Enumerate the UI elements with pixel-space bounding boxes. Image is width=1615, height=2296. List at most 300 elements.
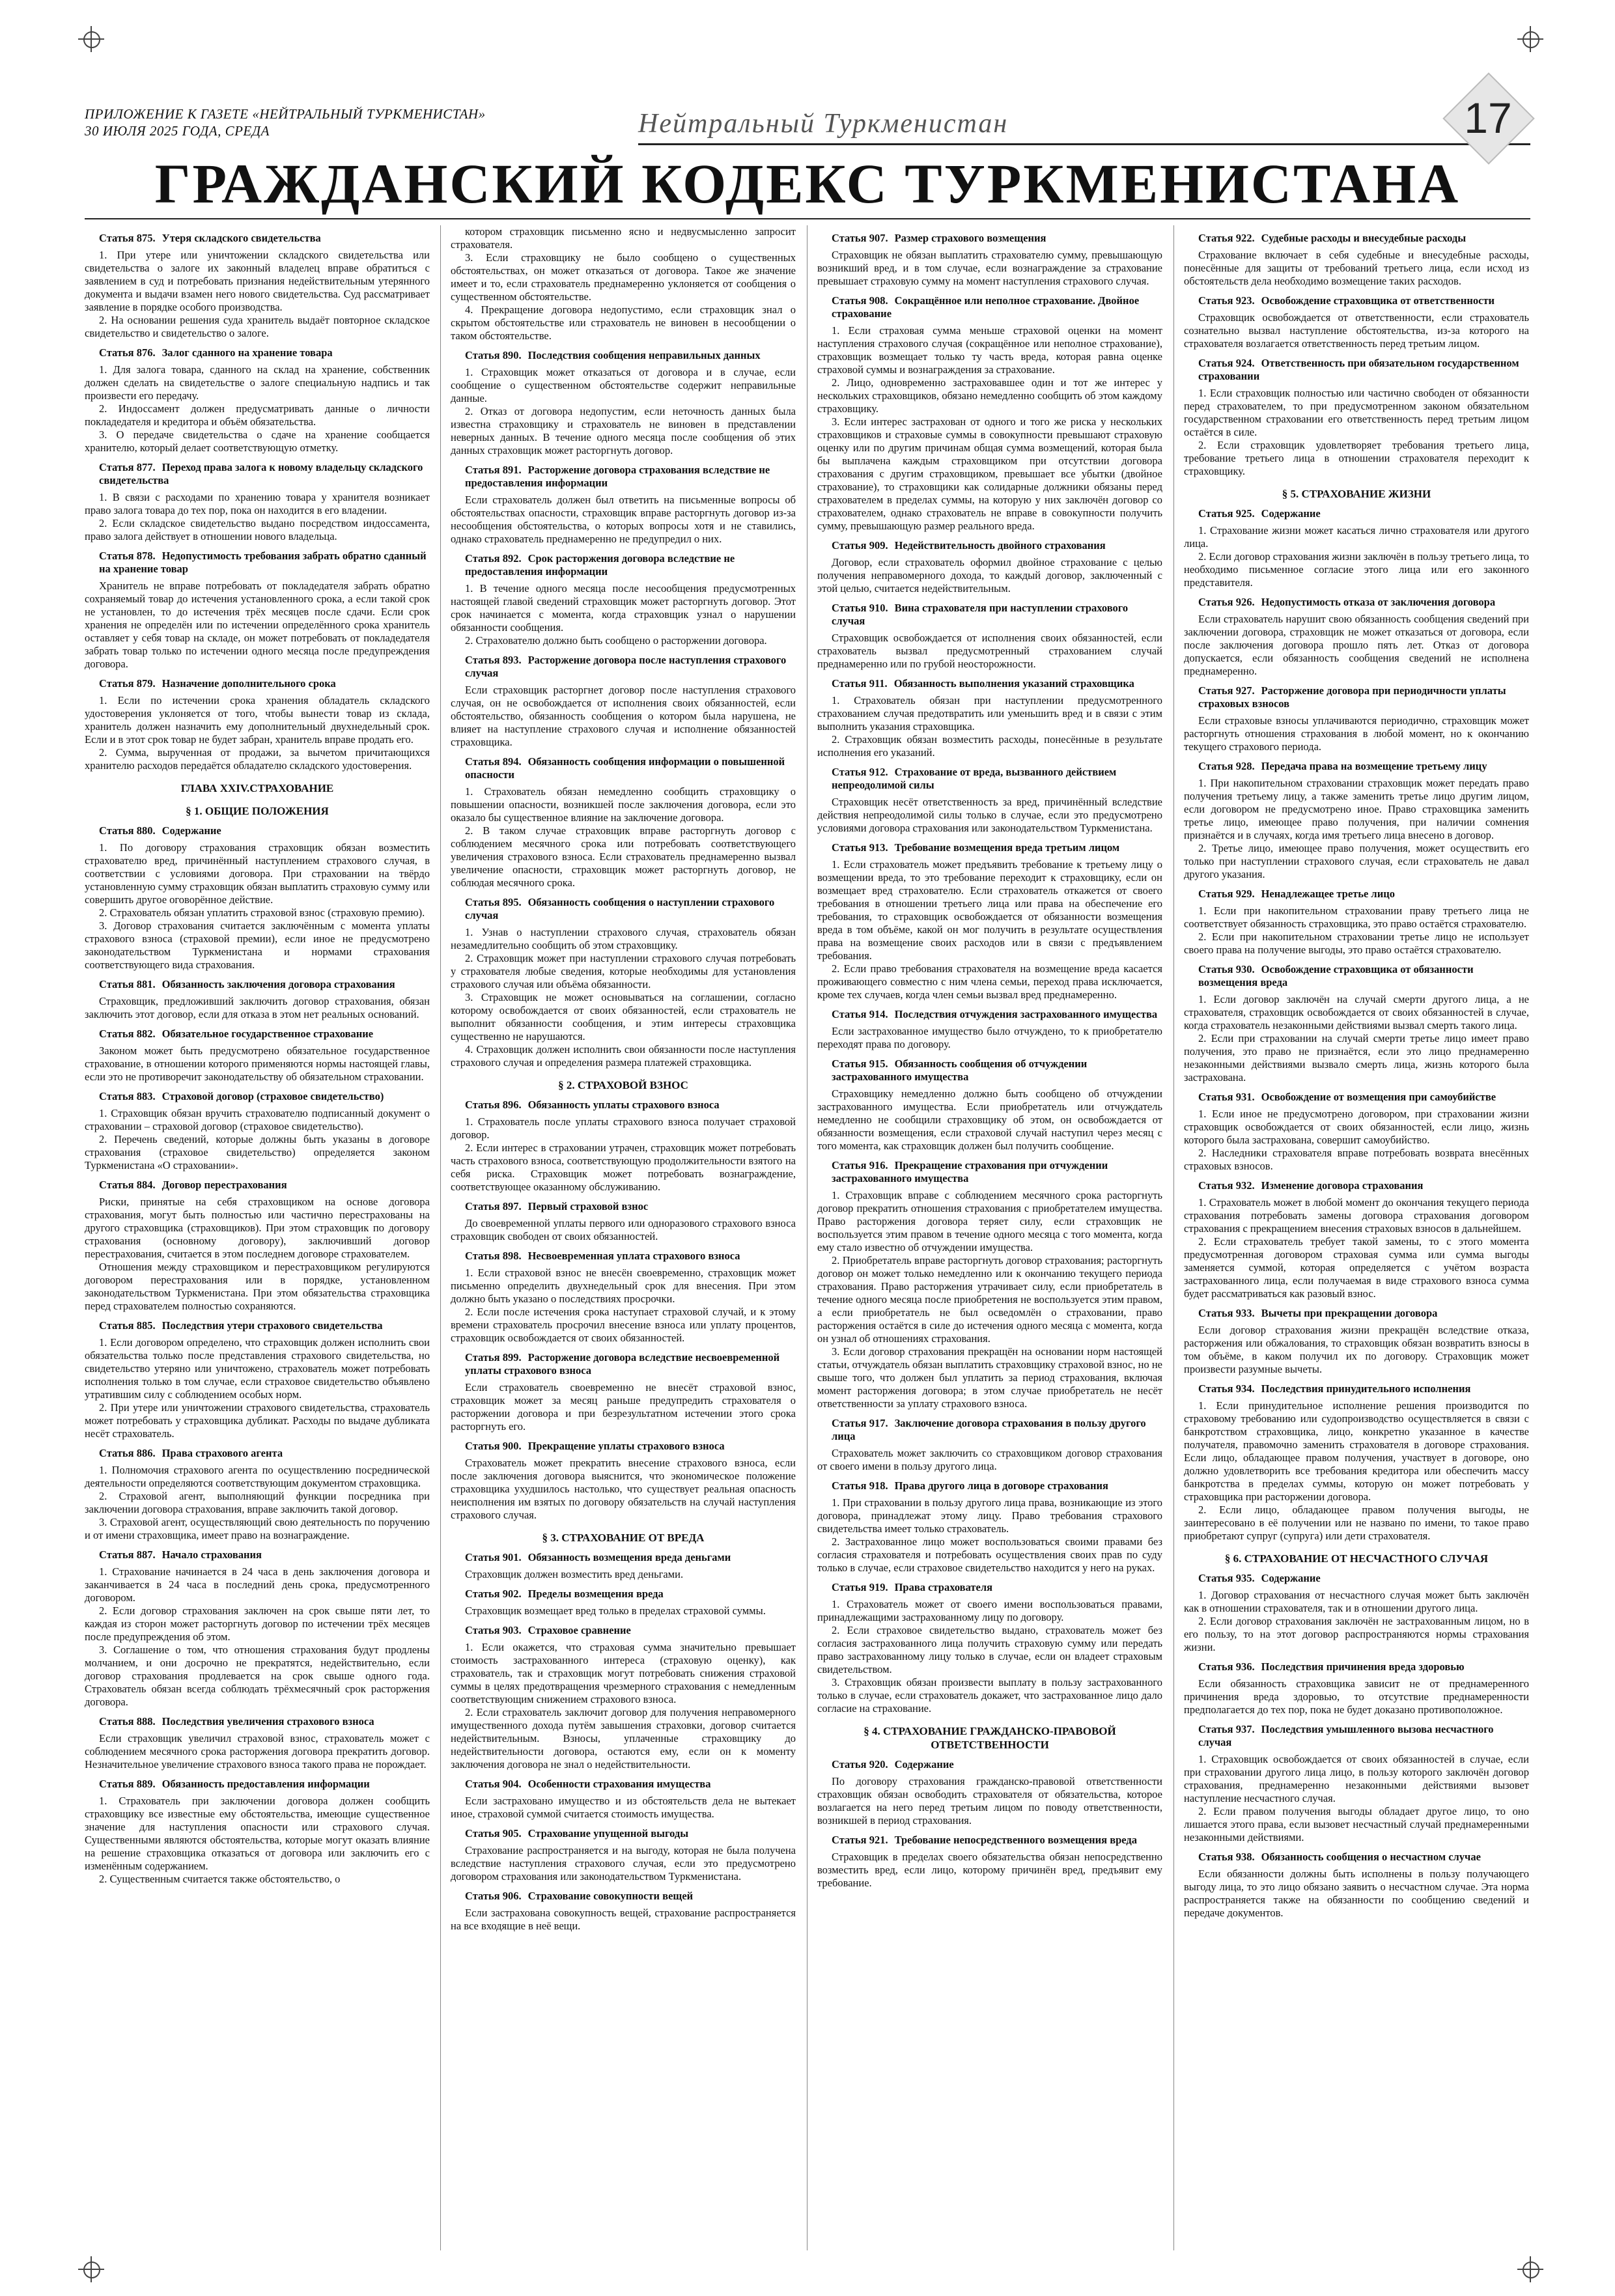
article-title: Начало страхования [162,1548,262,1561]
article-title: Обязанность возмещения вреда деньгами [527,1551,731,1563]
article-number: Статья 879. [99,677,156,690]
article-title: Прекращение страхования при отчуждении застрахованного имущества [832,1159,1108,1184]
article-title: Ответственность при обязательном государственном страховании [1198,357,1519,382]
paragraph: Страховщик несёт ответственность за вред, причинённый вследствие действия непреодолимой силы только в случае, если это предусмотрено условиями договора страхования или законодательством Туркменистана. [817,796,1162,834]
paragraph: 1. Если по истечении срока хранения обладатель складского удостоверения уклоняется от того, чтобы вынести товар из склада, хранитель должен назначить ему дополнительный двухнедельный срок. Если и в этот срок товар не будет забран, хранитель вправе продать его. [85,694,430,746]
paragraph: 3. Договор страхования считается заключённым с момента уплаты страхового взноса (страховой премии), если иное не предусмотрено законодательством Туркменистана и нормами страхования соответствующего вида страхования. [85,919,430,971]
paragraph: Отношения между страховщиком и перестраховщиком регулируются договором перестрахования или в порядке, установленном законодательством Туркменистана. При этом обязательства страховщика перед страхователем полностью сохраняются. [85,1261,430,1312]
paragraph: 2. Если при накопительном страховании третье лицо не использует своего права на получение выгоды, это право остаётся страхователю. [1184,931,1529,956]
article-title: Размер страхового возмещения [894,232,1046,244]
article-heading [1184,1660,1529,1673]
article-number: Статья 877. [99,461,156,473]
article-heading [85,1548,430,1561]
article-heading [817,539,1162,552]
paragraph: 1. Страховщик освобождается от своих обязанностей в случае, если при страховании другого лица лицо, в пользу которого заключён договор страхования, преднамеренно незаконными действиями вызовет наступление несчастного случая. [1184,1753,1529,1804]
article-title: Содержание [1261,1572,1321,1584]
article-number: Статья 906. [465,1890,522,1902]
supplement-info [85,105,486,139]
article-number: Статья 895. [465,896,522,908]
paragraph: Страховщик, предложивший заключить договор страхования, обязан заключить этот договор, если для отказа в этом нет реальных оснований. [85,995,430,1020]
article-heading [817,1834,1162,1847]
article-heading [451,1778,796,1791]
article-title: Освобождение страховщика от ответственности [1261,294,1495,307]
paragraph: Страхователь может заключить со страховщиком договор страхования от своего имени в пользу другого лица. [817,1447,1162,1472]
article-title: Страховое сравнение [527,1624,631,1636]
section-heading: § 4. СТРАХОВАНИЕ ГРАЖДАНСКО-ПРАВОВОЙ ОТВЕТСТВЕННОСТИ [864,1725,1116,1751]
paragraph: Если застрахована совокупность вещей, страхование распространяется на все входящие в неё вещи. [451,1907,796,1932]
article-title: Изменение договора страхования [1261,1179,1424,1192]
article-title: Обязанность сообщения информации о повышенной опасности [465,755,785,781]
article-number: Статья 886. [99,1447,156,1459]
paragraph: Если страхователь должен был ответить на письменные вопросы об обстоятельствах опасности, страховщик вправе расторгнуть договор из-за несообщения обстоятельства, о которых вопросы хотя и не ставились, однако страхователь преднамеренно не предупредил о них. [451,494,796,545]
paragraph: 1. При утере или уничтожении складского свидетельства или свидетельства о залоге их законный владелец вправе обратиться с заявлением в суд и потребовать признания недействительным утерянного документа и выдачи взамен него нового свидетельства. Суд рассматривает заявление в порядке особого производства. [85,249,430,313]
article-heading [1184,507,1529,520]
article-title: Несвоевременная уплата страхового взноса [527,1250,740,1262]
article-heading [1184,232,1529,245]
paragraph: 2. Если при страховании на случай смерти третье лицо имеет право получения, это право не признаётся, если это лицо преднамеренно незаконными действиями вызвало смерть лица, жизнь которого была застрахована. [1184,1032,1529,1084]
article-heading [451,1827,796,1840]
paragraph: 2. Если страховое свидетельство выдано, страхователь может без согласия застрахованного лица получить страховую сумму или передать право застрахованному лицу только в случае, если он владеет страховым свидетельством. [817,1624,1162,1675]
article-number: Статья 905. [465,1827,522,1840]
article-title: Требование возмещения вреда третьим лицом [894,841,1120,854]
article-heading [85,1319,430,1332]
paragraph: 3. Если страховщику не было сообщено о существенных обстоятельствах, он может отказаться от договора. Такое же значение имеет и то, если страхователь преднамеренно уклоняется от сообщения о существенном обстоятельстве. [451,251,796,303]
article-heading [85,1778,430,1791]
page-title: ГРАЖДАНСКИЙ КОДЕКС ТУРКМЕНИСТАНА [154,152,1461,215]
article-number: Статья 922. [1198,232,1255,244]
paragraph: Если страховые взносы уплачиваются периодично, страховщик может расторгнуть отношения страхования в любой момент, но к окончанию текущего страхового периода. [1184,714,1529,753]
article-title: Страхование совокупности вещей [527,1890,694,1902]
section-heading: § 5. СТРАХОВАНИЕ ЖИЗНИ [1282,488,1431,500]
paragraph: 1. В течение одного месяца после несообщения предусмотренных настоящей главой сведений страховщик может расторгнуть договор. Этот срок начинается с момента, когда страховщик узнал о нарушении обязанности сообщения. [451,582,796,634]
article-title: Первый страховой взнос [527,1200,649,1212]
article-number: Статья 927. [1198,684,1255,697]
article-title: Права другого лица в договоре страхования [894,1479,1108,1492]
article-number: Статья 899. [465,1351,522,1364]
article-number: Статья 888. [99,1715,156,1728]
paragraph: 1. Полномочия страхового агента по осуществлению посреднической деятельности определяются соответствующим документом страховщика. [85,1464,430,1489]
article-title: Содержание [894,1758,954,1771]
paragraph: 1. Страхователь при заключении договора должен сообщить страховщику все известные ему обстоятельства, имеющие существенное значение для наступления опасности или страхового случая. Существенными являются обстоятельства, которые могут оказать влияние на решение страховщика отказаться от договора или заключить его с изменённым содержанием. [85,1795,430,1872]
article-title: Обязанность сообщения о наступлении страхового случая [465,896,775,921]
article-number: Статья 898. [465,1250,522,1262]
article-title: Обязанность сообщения о несчастном случае [1261,1851,1481,1863]
article-title: Последствия отчуждения застрахованного имущества [894,1008,1158,1020]
paragraph: 1. Страховщик вправе с соблюдением месячного срока расторгнуть договор прекратить отношения страхования с приобретателем имущества. Право расторжения договора теряет силу, если страховщик не воспользуется этим правом в течение одного месяца с того момента, когда ему стало известно об отчуждении имущества. [817,1189,1162,1253]
article-number: Статья 918. [832,1479,888,1492]
paragraph: Если застрахованное имущество было отчуждено, то к приобретателю переходят права по договору. [817,1025,1162,1050]
paragraph: 2. В таком случае страховщик вправе расторгнуть договор с соблюдением месячного срока или потребовать соответствующего увеличения страхового взноса. Если страхователь преднамеренно вызвал увеличение опасности, страховщик может расторгнуть договор, не соблюдая месячного срока. [451,824,796,889]
article-number: Статья 907. [832,232,888,244]
paragraph: Законом может быть предусмотрено обязательное государственное страхование, в отношении которого применяются нормы настоящей главы, если это не противоречит законодательству об обязательном страховании. [85,1044,430,1083]
article-title: Залог сданного на хранение товара [162,346,333,359]
article-heading [85,1090,430,1103]
article-heading [817,1159,1162,1185]
article-title: Утеря складского свидетельства [162,232,321,244]
article-number: Статья 902. [465,1588,522,1600]
article-number: Статья 894. [465,755,522,768]
section-heading: § 2. СТРАХОВОЙ ВЗНОС [558,1079,688,1091]
article-heading [451,654,796,680]
paragraph: 1. Страхователь обязан при наступлении предусмотренного страхованием случая предотвратить или уменьшить вред и в связи с этим выполнить указания страховщика. [817,694,1162,733]
registration-mark [78,2256,104,2282]
article-number: Статья 893. [465,654,522,666]
paragraph: 1. Если принудительное исполнение решения производится по страховому требованию или судопроизводство осуществляется в связи с банкротством страховщика, лицо, конкретно указанное в качестве получателя, правомочно заменить страхователя в договоре страхования. Если лицо, обладающее правом получения, участвует в договоре, оно должно удовлетворить все требования кредитора или обеспечить массу банкротства в пределах суммы, которую он может потребовать у страховщика при расторжении договора. [1184,1399,1529,1503]
article-title: Особенности страхования имущества [527,1778,711,1790]
page-number: 17 [1464,94,1512,142]
article-heading [451,464,796,490]
article-heading [451,896,796,922]
article-title: Права страхового агента [162,1447,283,1459]
article-heading [1184,1382,1529,1395]
paragraph: 1. При страховании в пользу другого лица права, возникающие из этого договора, принадлежат этому лицу. Право требования страхового свидетельства имеет только страхователь. [817,1496,1162,1535]
article-heading [451,1351,796,1377]
paragraph: Если обязанность страховщика зависит не от преднамеренного причинения вреда здоровью, то отсутствие преднамеренности предполагается до тех пор, пока не будет доказано противоположное. [1184,1677,1529,1716]
paragraph: Если страховщик увеличил страховой взнос, страхователь может с соблюдением месячного срока расторжения договора прекратить договор. Незначительное увеличение страхового взноса такого права не порождает. [85,1732,430,1771]
paragraph: Страховщик освобождается от исполнения своих обязанностей, если страхователь вызвал предусмотренный страхованием случай преднамеренно или по грубой неосторожности. [817,632,1162,670]
paragraph: 1. Страховщик может отказаться от договора и в случае, если сообщение о существенном обстоятельстве содержит неправильные данные. [451,366,796,404]
column-divider [807,225,808,2250]
article-heading [85,550,430,576]
article-title: Содержание [162,824,221,837]
article-number: Статья 932. [1198,1179,1255,1192]
article-heading [1184,1572,1529,1585]
article-number: Статья 924. [1198,357,1255,369]
article-number: Статья 878. [99,550,156,562]
article-heading [451,1624,796,1637]
paragraph: 1. Страхователь после уплаты страхового взноса получает страховой договор. [451,1115,796,1141]
article-number: Статья 912. [832,766,888,778]
paragraph: 1. Страхование жизни может касаться лично страхователя или другого лица. [1184,524,1529,550]
article-heading [1184,1091,1529,1104]
article-number: Статья 917. [832,1417,888,1429]
paragraph: 2. Индоссамент должен предусматривать данные о личности покладедателя и кредитора и объём обязательства. [85,402,430,428]
article-title: Последствия причинения вреда здоровью [1261,1660,1465,1673]
article-title: Прекращение уплаты страхового взноса [527,1440,725,1452]
article-heading [817,1417,1162,1443]
article-number: Статья 923. [1198,294,1255,307]
article-title: Последствия утери страхового свидетельства [162,1319,383,1332]
supplement-date: 30 ИЮЛЯ 2025 ГОДА, СРЕДА [85,123,270,139]
paragraph: 1. Если договор заключён на случай смерти другого лица, а не страхователя, страховщик освобождается от своих обязанностей в случае, когда страхователь незаконными действиями вызвал смерть такого лица. [1184,993,1529,1031]
article-heading [85,1179,430,1192]
article-heading [85,461,430,487]
article-number: Статья 896. [465,1099,522,1111]
article-number: Статья 937. [1198,1723,1255,1735]
paragraph: 2. Страховщик обязан возместить расходы, понесённые в результате исполнения его указаний. [817,733,1162,759]
paragraph: 1. Если страховая сумма меньше страховой оценки на момент наступления страхового случая (сокращённое или неполное страхование), страховщик возмещает только ту часть вреда, которая равна оценке страховой суммы и вознаграждения за страхование. [817,324,1162,376]
paragraph: 2. Отказ от договора недопустим, если неточность данных была известна страховщику и страхователь не виновен в представлении неверных данных. В течение одного месяца после сообщения об этих данных страховщик может расторгнуть договор. [451,405,796,456]
article-title: Последствия принудительного исполнения [1261,1382,1471,1395]
paragraph: 3. Соглашение о том, что отношения страхования будут продлены молчанием, и они досрочно не прекратятся, недействительно, если договор страхования продлевается на срок свыше одного года. Страхователь обязан всегда соблюдать трёхмесячный срок расторжения договора. [85,1644,430,1708]
article-title: Страховой договор (страховое свидетельство) [162,1090,384,1102]
article-heading [817,602,1162,628]
article-heading [451,755,796,781]
article-number: Статья 930. [1198,963,1255,975]
article-heading [1184,760,1529,773]
article-number: Статья 914. [832,1008,888,1020]
paragraph: 2. Приобретатель вправе расторгнуть договор страхования; расторгнуть договор он может только немедленно или к окончанию текущего периода страхования. Право расторжения утрачивает силу, если приобретатель в течение одного месяца после приобретения не воспользуется этим правом, а если приобретатель не был осведомлён о страховании, право расторжения остаётся в силе до истечения одного месяца с момента, когда он узнал об отношениях страхования. [817,1254,1162,1345]
article-number: Статья 876. [99,346,156,359]
article-title: Страхование упущенной выгоды [527,1827,689,1840]
article-number: Статья 897. [465,1200,522,1212]
paragraph: 2. Страховщик может при наступлении страхового случая потребовать у страхователя любые сведения, которые необходимы для установления страхового случая или объёма обязанности. [451,952,796,990]
article-number: Статья 916. [832,1159,888,1171]
paragraph: 2. Если страховщик удовлетворяет требования третьего лица, требование третьего лица в отношении страхователя переходит к страховщику. [1184,439,1529,477]
section-heading: § 3. СТРАХОВАНИЕ ОТ ВРЕДА [542,1532,705,1544]
masthead [85,104,1530,143]
article-heading [1184,888,1529,901]
article-number: Статья 936. [1198,1660,1255,1673]
paragraph: Страховщик не обязан выплатить страхователю сумму, превышающую возникший вред, и в том случае, если вознаграждение за страхование превышает страховую сумму на момент наступления страхового случая. [817,249,1162,287]
article-number: Статья 928. [1198,760,1255,772]
article-heading [1184,294,1529,307]
title-rule [85,218,1530,219]
article-heading [1184,684,1529,710]
paragraph: 2. Если интерес в страховании утрачен, страховщик может потребовать часть страхового взноса, соответствующую продолжительности взятого на себя риска. Страховщик может потребовать вознаграждение, соответствующее оказанному обслуживанию. [451,1141,796,1193]
paragraph: 2. Если складское свидетельство выдано посредством индоссамента, право залога действует в отношении нового владельца. [85,517,430,542]
paragraph: Если страхователь нарушит свою обязанность сообщения сведений при заключении договора, страховщик не может отказаться от договора, если после заключения договора прошло пять лет. Отказ от договора допускается, если обязанность сообщения сведений не исполнена преднамеренно. [1184,613,1529,677]
article-heading [451,349,796,362]
paragraph: 2. При утере или уничтожении страхового свидетельства, страхователь может потребовать у страховщика дубликат. Расходы по выдаче дубликата несёт страхователь. [85,1401,430,1440]
article-number: Статья 935. [1198,1572,1255,1584]
article-heading [817,677,1162,690]
registration-mark [1517,26,1543,52]
paragraph: 1. Если иное не предусмотрено договором, при страховании жизни страховщик освобождается от своих обязанностей, если лицо, жизнь которого была застрахована, совершит самоубийство. [1184,1108,1529,1146]
article-number: Статья 933. [1198,1307,1255,1319]
paragraph: До своевременной уплаты первого или одноразового страхового взноса страховщик свободен от своих обязанностей. [451,1217,796,1242]
article-number: Статья 885. [99,1319,156,1332]
article-heading [85,677,430,690]
paragraph: Договор, если страхователь оформил двойное страхование с целью получения неправомерного дохода, то каждый договор, заключенный с этой целью, считается недействительным. [817,556,1162,595]
supplement-line-1: ПРИЛОЖЕНИЕ К ГАЗЕТЕ «НЕЙТРАЛЬНЫЙ ТУРКМЕНИСТАН» [85,106,486,122]
article-heading [817,1057,1162,1084]
paragraph: 2. Если лицо, обладающее правом получения выгоды, не заинтересовано в её получении или не названо по имени, то такое право приобретают супруг (супруга) или дети страхователя. [1184,1504,1529,1542]
article-title: Требование непосредственного возмещения вреда [894,1834,1138,1846]
paragraph: Страховщик возмещает вред только в пределах страховой суммы. [465,1604,766,1617]
article-heading [817,232,1162,245]
paragraph: 1. Если страхователь может предъявить требование к третьему лицу о возмещении вреда, то это требование переходит к страховщику, если он возмещает вред страхователю. Если страхователь откажется от своего требования в отношении третьего лица или права на обеспечение его требования, то страховщик освобождается от обязанности возмещения вреда в том объёме, какой он мог получить в результате осуществления права на возмещение своих расходов или в связи с предъявлением требования. [817,858,1162,962]
article-heading [817,841,1162,854]
article-title: Обязанность выполнения указаний страховщика [893,677,1134,690]
paragraph: 1. Если страховой взнос не внесён своевременно, страховщик может письменно определить двухнедельный срок для внесения. При этом должно быть указано о последствиях просрочки. [451,1267,796,1305]
article-heading [817,1758,1162,1771]
paragraph: Если обязанности должны быть исполнены в пользу получающего выгоду лица, то это лицо обязано заявить о несчастном случае. Эта норма распространяется также на обязанности по сообщению сведений и передаче документов. [1184,1868,1529,1919]
article-heading [451,1890,796,1903]
article-number: Статья 880. [99,824,156,837]
article-number: Статья 900. [465,1440,522,1452]
article-heading [1184,596,1529,609]
article-number: Статья 883. [99,1090,156,1102]
paragraph: 1. Страхование начинается в 24 часа в день заключения договора и заканчивается в 24 часа в последний день срока, предусмотренного договором. [85,1565,430,1604]
article-title: Недопустимость отказа от заключения договора [1261,596,1496,608]
article-number: Статья 919. [832,1581,888,1593]
column-divider [440,225,441,2250]
article-number: Статья 920. [832,1758,888,1771]
paragraph: 1. Если при накопительном страховании праву третьего лица не соответствует обязанность страховщика, это право остаётся страхователю. [1184,904,1529,930]
article-heading [451,552,796,578]
article-title: Освобождение от возмещения при самоубийстве [1261,1091,1496,1103]
article-title: Обязательное государственное страхование [162,1028,374,1040]
article-heading [451,1551,796,1564]
paragraph: По договору страхования гражданско-правовой ответственности страховщик обязан освободить страхователя от обязательства, которое возлагается на него перед третьим лицом по поводу ответственности, возникшей в период страхования. [817,1775,1162,1827]
article-title: Судебные расходы и внесудебные расходы [1261,232,1467,244]
column-divider [1173,225,1174,2250]
paragraph: 2. Если договор страхования заключён не застрахованным лицом, но в его пользу, то на этот договор распространяются нормы страхования жизни. [1184,1615,1529,1653]
paragraph: 3. Страховщик обязан произвести выплату в пользу застрахованного только в случае, если страхователь докажет, что застрахованное лицо дало согласие на страхование. [817,1676,1162,1715]
article-heading [85,824,430,837]
article-title: Договор перестрахования [162,1179,287,1191]
paragraph: Страхование включает в себя судебные и внесудебные расходы, понесённые для защиты от требований третьего лица, если исход из обстоятельств дела необходимо возмещение таких расходов. [1184,249,1529,287]
article-heading [1184,1723,1529,1749]
article-number: Статья 938. [1198,1851,1255,1863]
text-column-2 [451,225,796,2250]
article-title: Содержание [1261,507,1321,520]
article-heading [85,346,430,359]
paragraph: 2. Застрахованное лицо может воспользоваться своими правами без согласия страхователя и потребовать осуществления своих прав по суду только в случае, если страховое свидетельство находится у него на руках. [817,1535,1162,1574]
paragraph: 2. Сумма, вырученная от продажи, за вычетом причитающихся хранителю расходов передаётся обладателю складского удостоверения. [85,746,430,772]
article-number: Статья 925. [1198,507,1255,520]
article-number: Статья 926. [1198,596,1255,608]
article-title: Страхование от вреда, вызванного действием непреодолимой силы [832,766,1117,791]
paragraph: 1. Страхователь обязан немедленно сообщить страховщику о повышении опасности, возникшей после заключения договора, если это оказало бы существенное влияние на заключение договора. [451,785,796,824]
paragraph: Страховщик освобождается от ответственности, если страхователь сознательно вызвал наступление обстоятельства, из-за которого на страхователя возлагается ответственность перед третьим лицом. [1184,311,1529,350]
article-title: Недопустимость требования забрать обратно сданный на хранение товар [99,550,427,575]
article-number: Статья 891. [465,464,522,476]
registration-mark [1517,2256,1543,2282]
article-title: Последствия умышленного вызова несчастного случая [1198,1723,1494,1748]
article-heading [85,1447,430,1460]
article-heading [1184,1851,1529,1864]
article-title: Освобождение страховщика от обязанности возмещения вреда [1198,963,1474,988]
article-heading [85,978,430,991]
article-heading [451,1099,796,1112]
paragraph: 2. Страхователь обязан уплатить страховой взнос (страховую премию). [99,906,425,919]
paragraph: 2. Если правом получения выгоды обладает другое лицо, то оно лишается этого права, если вызовет несчастный случай преднамеренными незаконными действиями. [1184,1805,1529,1843]
article-title: Обязанность заключения договора страхования [162,978,395,990]
paragraph: 4. Страховщик должен исполнить свои обязанности после наступления страхового случая и определения размера платежей страховщика. [451,1043,796,1069]
paragraph: Если застраховано имущество и из обстоятельств дела не вытекает иное, страховой суммой считается стоимость имущества. [451,1795,796,1820]
article-title: Обязанность сообщения об отчуждении застрахованного имущества [832,1057,1088,1083]
paragraph: 3. О передаче свидетельства о сдаче на хранение сообщается хранителю, который делает соответствующую отметку. [85,428,430,454]
paragraph: 2. Если страхователь требует такой замены, то с этого момента предусмотренная договором страховая сумма или сумма выгоды заменяется суммой, которая определяется с учётом возраста застрахованного лица, если получаемая в виде страхового взноса сумма будет рассматриваться как разовый взнос. [1184,1235,1529,1300]
article-title: Обязанность уплаты страхового взноса [527,1099,720,1111]
paragraph: 1. Узнав о наступлении страхового случая, страхователь обязан незамедлительно сообщить об этом страховщику. [451,926,796,951]
article-title: Сокращённое или неполное страхование. Двойное страхование [832,294,1140,320]
article-number: Статья 910. [832,602,888,614]
article-heading [451,1200,796,1213]
article-title: Обязанность предоставления информации [162,1778,370,1790]
article-number: Статья 892. [465,552,522,565]
paragraph: 2. Если договор страхования заключен на срок свыше пяти лет, то каждая из сторон может расторгнуть договор по истечении трёх месяцев после предупреждения об этом. [85,1604,430,1643]
article-heading [451,1250,796,1263]
article-heading [817,766,1162,792]
article-number: Статья 882. [99,1028,156,1040]
article-title: Последствия сообщения неправильных данных [527,349,761,361]
article-heading [817,1479,1162,1492]
article-heading [1184,357,1529,383]
paragraph: 2. Существенным считается также обстоятельство, о [99,1873,341,1885]
masthead-rule [638,143,1530,145]
article-number: Статья 889. [99,1778,156,1790]
paragraph: Хранитель не вправе потребовать от покладедателя забрать обратно сохраняемый товар до истечения установленного срока, а если такой срок не установлен, то до истечения трёх месяцев после сдачи. Если срок хранения не определён или по истечении определённого срока хранитель оставляет у себя товар на складе, он может потребовать от покладедателя забрать товар только по истечении одного месяца после предупреждения договора. [85,580,430,670]
article-heading [85,1028,430,1041]
article-heading [451,1588,796,1601]
paragraph: котором страховщик письменно ясно и недвусмысленно запросит страхователя. [451,225,796,251]
paragraph: Страхователь может прекратить внесение страхового взноса, если после заключения договора выяснится, что экономическое положение страховщика ухудшилось настолько, что существует реальная опасность неисполнения им взятых по договору обязательств на случай наступления страхового случая. [451,1457,796,1521]
article-heading [451,1440,796,1453]
paragraph: 1. Если страховщик полностью или частично свободен от обязанности перед страхователем, то при предусмотренном законом обязательном государственном страховании его ответственность перед третьим лицом остаётся в силе. [1184,387,1529,438]
paragraph: 2. Если после истечения срока наступает страховой случай, и к этому времени страхователь просрочил внесение взноса или уплату процентов, страховщик освобождается от своих обязанностей. [451,1306,796,1344]
article-number: Статья 913. [832,841,888,854]
article-number: Статья 911. [832,677,888,690]
article-heading [85,232,430,245]
article-number: Статья 904. [465,1778,522,1790]
paragraph: 1. Страхователь может от своего имени воспользоваться правами, принадлежащими застрахованному лицу по договору. [817,1598,1162,1623]
paragraph: Страхование распространяется и на выгоду, которая не была получена вследствие наступления страхового случая, если это предусмотрено договором страхования или законодательством Туркменистана. [451,1844,796,1883]
article-title: Расторжение договора при периодичности уплаты страховых взносов [1198,684,1506,710]
paragraph: 1. Страховщик обязан вручить страхователю подписанный документ о страховании – страховой договор (страховое свидетельство). [85,1107,430,1132]
paragraph: Страховщику немедленно должно быть сообщено об отчуждении застрахованного имущества. Если приобретатель или отчуждатель немедленно не сообщили страховщику об этом, он освобождается от обязанности возмещения, если страховой случай наступил через месяц с того момента, как страховщик должен был получить сообщение. [817,1087,1162,1152]
article-title: Переход права залога к новому владельцу складского свидетельства [99,461,423,486]
article-heading [817,1581,1162,1594]
paragraph: 2. Лицо, одновременно застраховавшее один и тот же интерес у нескольких страховщиков, обязано немедленно сообщить об этом каждому страховщику. [817,376,1162,415]
paragraph: 1. Страхователь может в любой момент до окончания текущего периода страхования потребовать замены договора страхования договором страхования с прекращением внесения страховых взносов в дальнейшем. [1184,1196,1529,1235]
paragraph: 3. Если договор страхования прекращён на основании норм настоящей статьи, отчуждатель обязан выплатить страховщику страховой взнос, но не свыше того, что должен был уплатить за период страхования, включая момент расторжения договора; в этом случае приобретатель не несёт ответственности за уплату страхового взноса. [817,1345,1162,1410]
article-title: Расторжение договора после наступления страхового случая [465,654,787,679]
paragraph: 2. Перечень сведений, которые должны быть указаны в договоре страхования (страховое свидетельство) определяется законом Туркменистана «О страховании». [85,1133,430,1171]
article-heading [1184,1179,1529,1192]
paragraph: 2. Если страхователь заключит договор для получения неправомерного имущественного дохода путём завышения страховки, договор считается недействительным. Взносы, уплаченные страховщику до недействительности договора, остаются ему, если он к моменту заключения договора не знал о недействительности. [451,1706,796,1771]
article-heading [817,1008,1162,1021]
article-heading [817,294,1162,320]
paragraph: 3. Страховой агент, осуществляющий свою деятельность по поручению и от имени страховщика, имеет право на вознаграждение. [85,1516,430,1541]
paragraph: 3. Если интерес застрахован от одного и того же риска у нескольких страховщиков и страховые суммы в совокупности превышают страховую оценку или по другим причинам общая сумма возмещений, которая была бы выплачена каждым страховщиком при отсутствии договора страхования с другим страховщиком, превышает все убытки (двойное страхование), то страховщики как солидарные должники обязаны перед страхователем в пределах суммы, на которую у них заключён договор со страхователем, однако страхователь не вправе в совокупности получить сумму, превышающую размер реального вреда. [817,415,1162,532]
paragraph: Если страхователь своевременно не внесёт страховой взнос, страховщик может за месяц раньше предупредить страхователя о расторжении договора и при безрезультатном истечении этого срока расторгнуть его. [451,1381,796,1433]
article-number: Статья 884. [99,1179,156,1191]
text-column-4 [1184,225,1529,2250]
paragraph: Страховщик в пределах своего обязательства обязан непосредственно возместить вред, если лицо, которому причинён вред, предъявит ему требование. [817,1851,1162,1889]
article-number: Статья 875. [99,232,156,244]
paragraph: 2. Страхователю должно быть сообщено о расторжении договора. [465,634,767,647]
article-title: Расторжение договора страхования вследствие не предоставления информации [465,464,770,489]
paragraph: Страховщик должен возместить вред деньгами. [465,1568,684,1580]
article-title: Недействительность двойного страхования [894,539,1106,552]
article-heading [1184,1307,1529,1320]
article-number: Статья 921. [832,1834,888,1846]
section-heading: § 1. ОБЩИЕ ПОЛОЖЕНИЯ [186,805,329,817]
paragraph: Если договор страхования жизни прекращён вследствие отказа, расторжения или обжалования, то страховщик обязан возвратить взносы в том объёме, в каком получил их по договору. Страховщик может произвести разумные вычеты. [1184,1324,1529,1375]
paragraph: 2. Если договор страхования жизни заключён в пользу третьего лица, то необходимо письменное согласие этого лица или его законного представителя. [1184,550,1529,589]
paragraph: 3. Страховщик не может основываться на соглашении, согласно которому освобождается от своих обязанностей, если страхователь не выполнит обязанности сообщения, и этим интересы страховщика существенно не нарушаются. [451,991,796,1043]
paragraph: 1. Для залога товара, сданного на склад на хранение, собственник должен сделать на свидетельстве о залоге специальную надпись и так произвести его передачу. [85,363,430,402]
text-column-1 [85,225,430,2250]
article-title: Последствия увеличения страхового взноса [162,1715,374,1728]
article-title: Передача права на возмещение третьему лицу [1261,760,1487,772]
paragraph: 1. По договору страхования страховщик обязан возместить страхователю вред, причинённый наступлением страхового случая, в соответствии с условиями договора. При страховании на твёрдо установленную сумму страховщик обязан выплатить страховую сумму или совершить другое оговорённое действие. [85,841,430,906]
paragraph: 2. Страховой агент, выполняющий функции посредника при заключении договора страхования, вправе заключить такой договор. [85,1490,430,1515]
article-heading [1184,963,1529,989]
paragraph: 4. Прекращение договора недопустимо, если страховщик знал о скрытом обстоятельстве или страхователь не виновен в несообщении о таком обстоятельстве. [451,303,796,342]
article-title: Срок расторжения договора вследствие не предоставления информации [465,552,735,578]
article-number: Статья 909. [832,539,888,552]
article-number: Статья 915. [832,1057,888,1070]
section-heading: § 6. СТРАХОВАНИЕ ОТ НЕСЧАСТНОГО СЛУЧАЯ [1224,1552,1489,1565]
article-number: Статья 908. [832,294,888,307]
paragraph: 2. Третье лицо, имеющее право получения, может осуществить его только при наступлении страхового случая, если страхователь не давал другого указания. [1184,842,1529,880]
paragraph: 1. Если окажется, что страховая сумма значительно превышает стоимость застрахованного интереса (страховую оценку), как страхователь, так и страховщик могут потребовать снижения страховой суммы в целях предотвращения чрезмерного страхования с немедленным соответствующим снижением страхового взноса. [451,1641,796,1705]
article-title: Назначение дополнительного срока [162,677,336,690]
